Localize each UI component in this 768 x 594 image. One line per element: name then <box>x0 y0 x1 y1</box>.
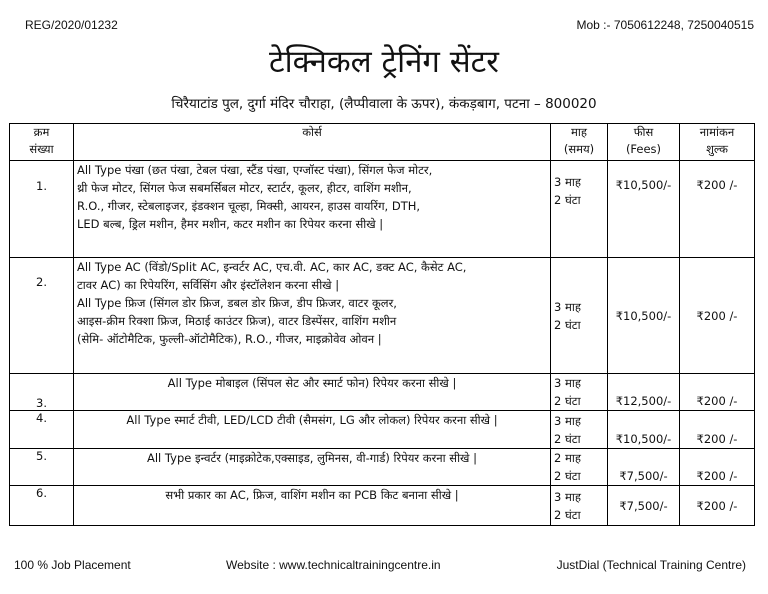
row-fee: ₹10,500/- <box>608 411 680 449</box>
row-course: All Type AC (विंडो/Split AC, इन्वर्टर AC, एच.वी. AC, कार AC, डक्ट AC, कैसेट AC, टावर AC) का रिपेयरिंग, सर्विसिंग और इंस्टॉलेशन करना सीखे | All Type फ्रिज (सिंगल डोर फ्रिज, डबल डोर फ्रिज, डीप फ्रिजर, वाटर कूलर, आइस-क्रीम रिक्शा फ्रिज, मिठाई काउंटर फ्रिज), वाटर डिस्पेंसर, वाशिंग मशीन (सेमि- ऑटोमैटिक, फुल्ली-ऑटोमैटिक), R.O., गीजर, माइक्रोवेव ओवन | <box>74 258 551 374</box>
row-course: All Type मोबाइल (सिंपल सेट और स्मार्ट फोन) रिपेयर करना सीखे | <box>74 374 551 411</box>
registration-number: REG/2020/01232 <box>25 18 118 32</box>
justdial-note: JustDial (Technical Training Centre) <box>556 558 746 572</box>
address: चिरैयाटांड पुल, दुर्गा मंदिर चौराहा, (लैप्पीवाला के ऊपर), कंकड़बाग, पटना – 800020 <box>171 96 597 112</box>
row-registration-fee: ₹200 /- <box>680 486 755 526</box>
row-duration: 3 माह 2 घंटा <box>551 411 608 449</box>
mobile-numbers: Mob :- 7050612248, 7250040515 <box>576 18 754 32</box>
header-registration-fee: नामांकन शुल्क <box>680 124 755 161</box>
row-duration: 3 माह 2 घंटा <box>551 486 608 526</box>
table-row <box>10 374 755 411</box>
row-serial: 6. <box>10 486 74 526</box>
table-row <box>10 486 755 526</box>
table-header-row <box>10 124 755 161</box>
row-duration: 2 माह 2 घंटा <box>551 449 608 486</box>
header-duration: माह (समय) <box>551 124 608 161</box>
row-course: सभी प्रकार का AC, फ्रिज, वाशिंग मशीन का PCB किट बनाना सीखे | <box>74 486 551 526</box>
table-row <box>10 449 755 486</box>
row-duration: 3 माह 2 घंटा <box>551 161 608 258</box>
table-row <box>10 411 755 449</box>
row-course: All Type पंखा (छत पंखा, टेबल पंखा, स्टैंड पंखा, एग्जॉस्ट पंखा), सिंगल फेज मोटर, थ्री फेज मोटर, सिंगल फेज सबमर्सिबल मोटर, स्टार्टर, कूलर, हीटर, वाशिंग मशीन, R.O., गीजर, स्टेबलाइजर, इंडक्शन चूल्हा, मिक्सी, आयरन, हाउस वायरिंग, DTH, LED बल्ब, ड्रिल मशीन, हैमर मशीन, कटर मशीन का रिपेयर करना सीखे | <box>74 161 551 258</box>
header-course: कोर्स <box>74 124 551 161</box>
row-duration: 3 माह 2 घंटा <box>551 258 608 374</box>
table-row <box>10 258 755 374</box>
row-course: All Type स्मार्ट टीवी, LED/LCD टीवी (सैमसंग, LG और लोकल) रिपेयर करना सीखे | <box>74 411 551 449</box>
page-title: टेक्निकल ट्रेनिंग सेंटर <box>269 44 499 80</box>
row-registration-fee: ₹200 /- <box>680 411 755 449</box>
row-fee: ₹10,500/- <box>608 258 680 374</box>
table-row <box>10 161 755 258</box>
row-fee: ₹7,500/- <box>608 486 680 526</box>
row-registration-fee: ₹200 /- <box>680 258 755 374</box>
row-duration: 3 माह 2 घंटा <box>551 374 608 411</box>
header-fees: फीस (Fees) <box>608 124 680 161</box>
row-registration-fee: ₹200 /- <box>680 161 755 258</box>
row-registration-fee: ₹200 /- <box>680 374 755 411</box>
row-course: All Type इन्वर्टर (माइक्रोटेक,एक्साइड, लुमिनस, वी-गार्ड) रिपेयर करना सीखे | <box>74 449 551 486</box>
row-serial: 3. <box>10 374 74 411</box>
row-fee: ₹10,500/- <box>608 161 680 258</box>
row-fee: ₹7,500/- <box>608 449 680 486</box>
job-placement-note: 100 % Job Placement <box>14 558 131 572</box>
row-fee: ₹12,500/- <box>608 374 680 411</box>
course-fee-table <box>9 123 755 526</box>
row-serial: 2. <box>10 258 74 374</box>
row-serial: 1. <box>10 161 74 258</box>
header-serial: क्रम संख्या <box>10 124 74 161</box>
row-serial: 4. <box>10 411 74 449</box>
row-registration-fee: ₹200 /- <box>680 449 755 486</box>
row-serial: 5. <box>10 449 74 486</box>
website-link: Website : www.technicaltrainingcentre.in <box>226 558 441 572</box>
